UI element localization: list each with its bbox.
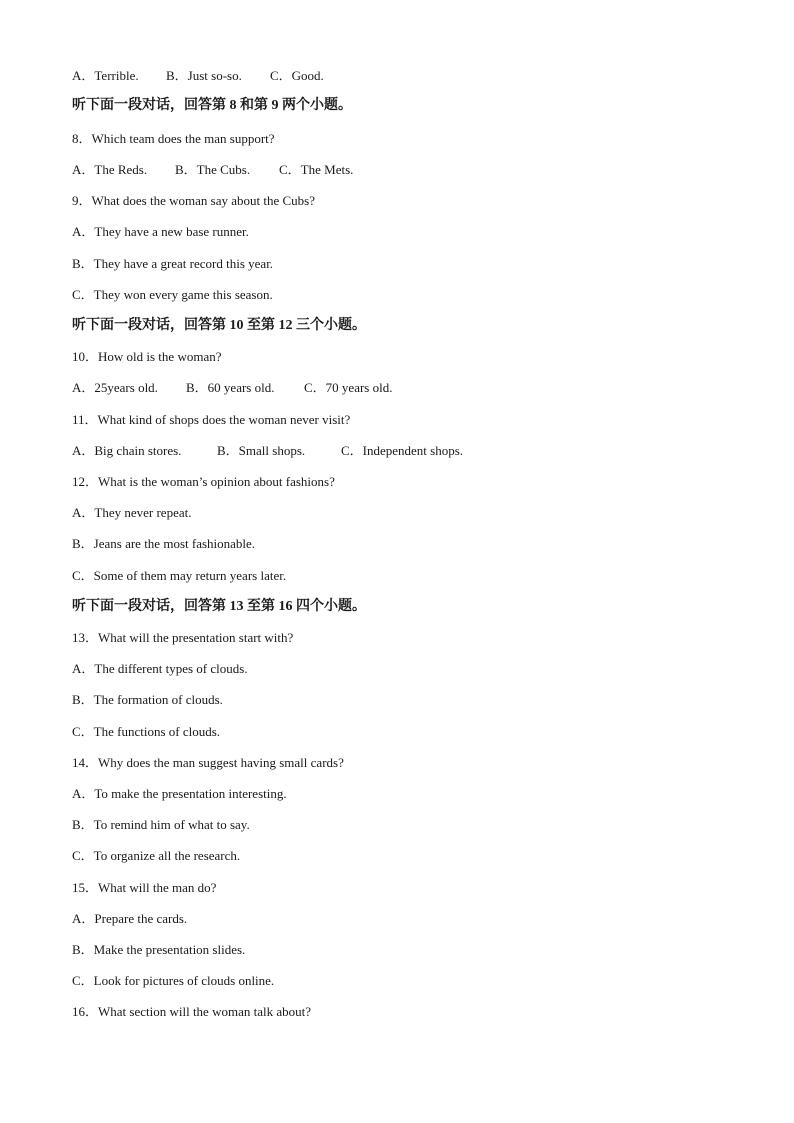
q14-option-a: A．To make the presentation interesting.: [72, 786, 287, 801]
option-c: C．Good.: [270, 68, 324, 83]
q9-option-c: C．They won every game this season.: [72, 287, 273, 302]
q13-option-a: A．The different types of clouds.: [72, 661, 248, 676]
q13-option-b: B．The formation of clouds.: [72, 692, 223, 707]
option-c: C．Independent shops.: [341, 443, 464, 458]
question-15: 15．What will the man do?: [72, 880, 217, 895]
q14-option-b: B．To remind him of what to say.: [72, 817, 250, 832]
q15-option-b: B．Make the presentation slides.: [72, 942, 246, 957]
question-10: 10．How old is the woman?: [72, 349, 222, 364]
q9-option-a: A．They have a new base runner.: [72, 224, 249, 239]
question-11: 11．What kind of shops does the woman never visit?: [72, 412, 351, 427]
q11-options: [72, 443, 463, 459]
q10-options: [72, 380, 392, 396]
q12-option-b: B．Jeans are the most fashionable.: [72, 536, 256, 551]
option-b: B．Small shops.: [217, 443, 306, 458]
q15-option-c: C．Look for pictures of clouds online.: [72, 973, 275, 988]
question-16: 16．What section will the woman talk about?: [72, 1004, 311, 1019]
option-a: A．Big chain stores.: [72, 443, 182, 458]
q13-option-c: C．The functions of clouds.: [72, 724, 221, 739]
q12-option-a: A．They never repeat.: [72, 505, 192, 520]
option-a: A．The Reds.: [72, 162, 148, 177]
question-8: 8．Which team does the man support?: [72, 131, 275, 146]
option-a: A．25years old.: [72, 380, 158, 395]
option-a: A．Terrible.: [72, 68, 139, 83]
q12-option-c: C．Some of them may return years later.: [72, 568, 287, 583]
option-b: B．The Cubs.: [175, 162, 251, 177]
q7-options: [72, 68, 324, 84]
option-b: B．Just so-so.: [166, 68, 242, 83]
q8-options: [72, 162, 353, 178]
question-14: 14．Why does the man suggest having small cards?: [72, 755, 344, 770]
q15-option-a: A．Prepare the cards.: [72, 911, 188, 926]
section-heading-10-12: 听下面一段对话，回答第 10 至第 12 三个小题。: [72, 318, 366, 333]
option-c: C．70 years old.: [304, 380, 393, 395]
question-13: 13．What will the presentation start with?: [72, 630, 294, 645]
option-c: C．The Mets.: [279, 162, 354, 177]
section-heading-13-16: 听下面一段对话，回答第 13 至第 16 四个小题。: [72, 599, 366, 614]
q9-option-b: B．They have a great record this year.: [72, 256, 274, 271]
section-heading-8-9: 听下面一段对话，回答第 8 和第 9 两个小题。: [72, 98, 352, 113]
q14-option-c: C．To organize all the research.: [72, 848, 241, 863]
option-b: B．60 years old.: [186, 380, 275, 395]
question-9: 9．What does the woman say about the Cubs?: [72, 193, 315, 208]
question-12: 12．What is the woman’s opinion about fashions?: [72, 474, 335, 489]
